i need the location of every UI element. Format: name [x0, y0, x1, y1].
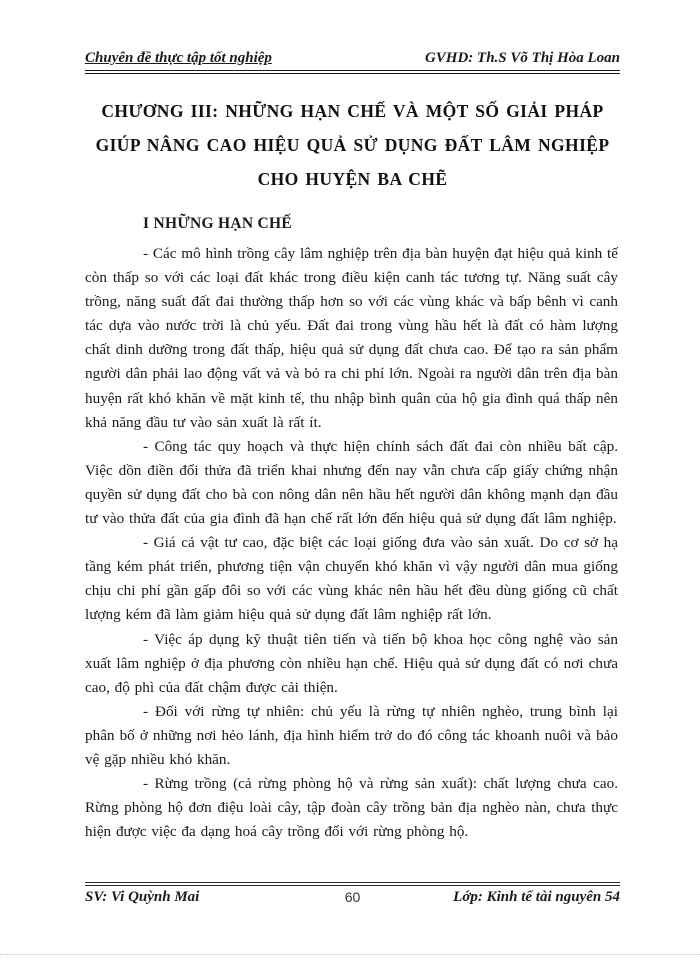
footer-page-number: 60 — [344, 889, 361, 905]
section-heading: I NHỮNG HẠN CHẾ — [143, 215, 293, 232]
paragraph-limitation-5: - Đối với rừng tự nhiên: chủ yếu là rừng tự nhiên nghèo, trung bình lại phân bố ở những nơi hẻo lánh, địa hình hiểm trở do đó công tác khoanh nuôi và bảo vệ gặp nhiều khó khăn. — [85, 702, 618, 768]
page-footer — [85, 882, 620, 906]
paragraph-limitation-1: - Các mô hình trồng cây lâm nghiệp trên địa bàn huyện đạt hiệu quả kinh tế còn thấp so với các loại đất khác trong điều kiện canh tác tương tự. Năng suất cây trồng, năng suất đất đai thường thấp hơn so với các vùng khác và bấp bênh vì canh tác dựa vào nước trời là chủ yếu. Đất đai trong vùng hầu hết là đất có hàm lượng chất dinh dưỡng trong đất thấp, hiệu quả sử dụng đất chưa cao. Để tạo ra sản phẩm người dân phải lao động vất vả và bỏ ra chi phí lớn. Ngoài ra người dân trên địa bàn huyện rất khó khăn về mặt kinh tế, thu nhập bình quân của hộ gia đình quá thấp nên khả năng đầu tư vào sản xuất là rất ít. — [85, 245, 618, 431]
paragraph-limitation-4: - Việc áp dụng kỹ thuật tiên tiến và tiến bộ khoa học công nghệ vào sản xuất lâm nghiệp ở địa phương còn nhiều hạn chế. Hiệu quả sử dụng đất có nơi chưa cao, độ phì của đất chậm được cải thiện. — [85, 630, 618, 696]
page-header — [85, 50, 620, 74]
scan-edge — [0, 954, 700, 955]
header-supervisor: GVHD: Th.S Võ Thị Hòa Loan — [424, 50, 620, 66]
chapter-title — [60, 94, 645, 196]
chapter-title-line-1: CHƯƠNG III: NHỮNG HẠN CHẾ VÀ MỘT SỐ GIẢI PHÁP — [101, 101, 604, 121]
body-content — [85, 212, 618, 844]
header-course-title: Chuyên đề thực tập tốt nghiệp — [85, 50, 272, 66]
footer-student-name: SV: Vi Quỳnh Mai — [85, 889, 200, 905]
paragraph-limitation-2: - Công tác quy hoạch và thực hiện chính sách đất đai còn nhiều bất cập. Việc dồn điền đổi thửa đã triển khai nhưng đến nay vẫn chưa cấp giấy chứng nhận quyền sử dụng đất cho bà con nông dân nên hầu hết người dân không mạnh dạn đầu tư vào thửa đất của gia đình đã hạn chế rất lớn đến hiệu quả sử dụng đất lâm nghiệp. — [85, 437, 618, 528]
footer-class-name: Lớp: Kinh tế tài nguyên 54 — [453, 889, 620, 905]
paragraph-limitation-3: - Giá cả vật tư cao, đặc biệt các loại giống đưa vào sản xuất. Do cơ sở hạ tầng kém phát triển, phương tiện vận chuyển khó khăn vì vậy người dân mua giống chịu chi phí gần gấp đôi so với các vùng khác nên hầu hết đều dùng giống cũ chất lượng kém đã làm giảm hiệu quả sử dụng đất lâm nghiệp rất lớn. — [85, 534, 618, 624]
paragraph-limitation-6: - Rừng trồng (cả rừng phòng hộ và rừng sản xuất): chất lượng chưa cao. Rừng phòng hộ đơn điệu loài cây, tập đoàn cây trồng bản địa nghèo nàn, chưa thực hiện được việc đa dạng hoá cây trồng đối với rừng phòng hộ. — [85, 775, 618, 841]
chapter-title-line-2: GIÚP NÂNG CAO HIỆU QUẢ SỬ DỤNG ĐẤT LÂM NGHIỆP — [95, 135, 610, 155]
chapter-title-line-3: CHO HUYỆN BA CHẼ — [257, 169, 448, 189]
